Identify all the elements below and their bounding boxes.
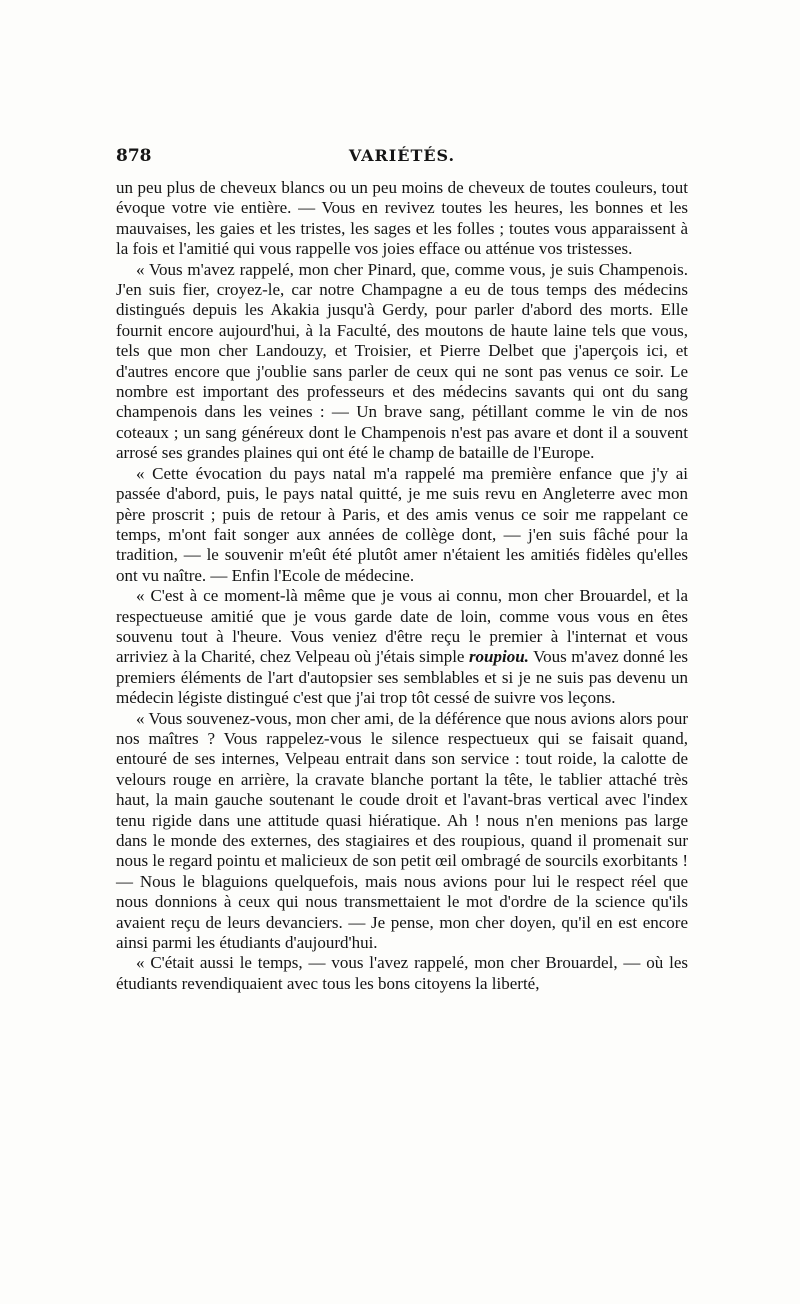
paragraph-pays-natal: « Cette évocation du pays natal m'a rappelé ma première enfance que j'y ai passée d'abord, puis, le pays natal quitté, je me suis revu en Angleterre avec mon père proscrit ; puis de retour à Paris, et des amis venus ce soir me rappelant ce temps, m'ont fait songer aux années de collège dont, — j'en suis fâché pour la tradition, — le souvenir m'eût été plutôt amer n'étaient les amitiés fidèles qu'elles ont vu naître. — Enfin l'Ecole de médecine. xyxy=(116,463,688,585)
roupiou-emphasis: roupiou. xyxy=(468,647,529,667)
paragraph-velpeau: « Vous souvenez-vous, mon cher ami, de la déférence que nous avions alors pour nos maîtres ? Vous rappelez-vous le silence respectueux qui se faisait quand, entouré de ses internes, Velpeau entrait dans son service : tout roide, la calotte de velours rouge en arrière, la cravate blanche portant la tête, le tablier attaché très haut, la main gauche soutenant le coude droit et l'avant-bras vertical avec l'index tenu rigide dans une attitude quasi hiératique. Ah ! nous n'en menions pas large dans le monde des externes, des stagiaires et des roupious, quand il promenait sur nous le regard pointu et malicieux de son petit œil ombragé de sourcils exorbitants ! — Nous le blaguions quelquefois, mais nous avions pour lui le respect réel que nous donnions à ceux qui nous transmettaient le mot d'ordre de la science qu'ils avaient reçu de leurs devanciers. — Je pense, mon cher doyen, qu'il en est encore ainsi parmi les étudiants d'aujourd'hui. xyxy=(116,708,688,953)
page-number: 878 xyxy=(116,146,152,166)
body-text xyxy=(116,178,688,994)
paragraph-brouardel-text-end: Vous m'avez donné les premiers éléments de l'art d'autopsier ses semblables et si je ne suis pas devenu un médecin légiste distingué c'est que j'ai trop tôt cessé de suivre vos leçons. xyxy=(116,647,688,708)
paragraph-brouardel xyxy=(116,586,688,708)
running-title: VARIÉTÉS. xyxy=(348,146,456,165)
paragraph-brouardel-text-start: « C'est à ce moment-là même que je vous ai connu, mon cher Brouardel, et la respectueuse amitié que je vous garde date de loin, comme vous vous en êtes souvenu tout à l'heure. Vous veniez d'être reçu le premier à l'internat et vous arriviez à la Charité, chez Velpeau où j'étais simple xyxy=(116,586,688,667)
paragraph-liberte: « C'était aussi le temps, — vous l'avez rappelé, mon cher Brouardel, — où les étudiants revendiquaient avec tous les bons citoyens la liberté, xyxy=(116,953,688,993)
paragraph-champenois: « Vous m'avez rappelé, mon cher Pinard, que, comme vous, je suis Champenois. J'en suis fier, croyez-le, car notre Champagne a eu de tous temps des médecins distingués depuis les Akakia jusqu'à Gerdy, pour parler d'abord des morts. Elle fournit encore aujourd'hui, à la Faculté, des moutons de haute laine tels que vous, tels que mon cher Landouzy, et Troisier, et Pierre Delbet que j'aperçois ici, et d'autres encore que j'oublie sans parler de ceux qui ne sont pas venus ce soir. Le nombre est important des professeurs et des médecins savants qui ont du sang champenois dans les veines : — Un brave sang, pétillant comme le vin de nos coteaux ; un sang généreux dont le Champenois n'est pas avare et dont il a souvent arrosé ses grandes plaines qui ont été le champ de bataille de l'Europe. xyxy=(116,259,688,463)
paragraph-continuation: un peu plus de cheveux blancs ou un peu moins de cheveux de toutes couleurs, tout évoque votre vie entière. — Vous en revivez toutes les heures, les bonnes et les mauvaises, les gaies et les tristes, les sages et les folles ; toutes vous apparaissent à la fois et l'amitié qui vous rappelle vos joies efface ou atténue vos tristesses. xyxy=(116,178,688,259)
running-head xyxy=(116,146,688,170)
